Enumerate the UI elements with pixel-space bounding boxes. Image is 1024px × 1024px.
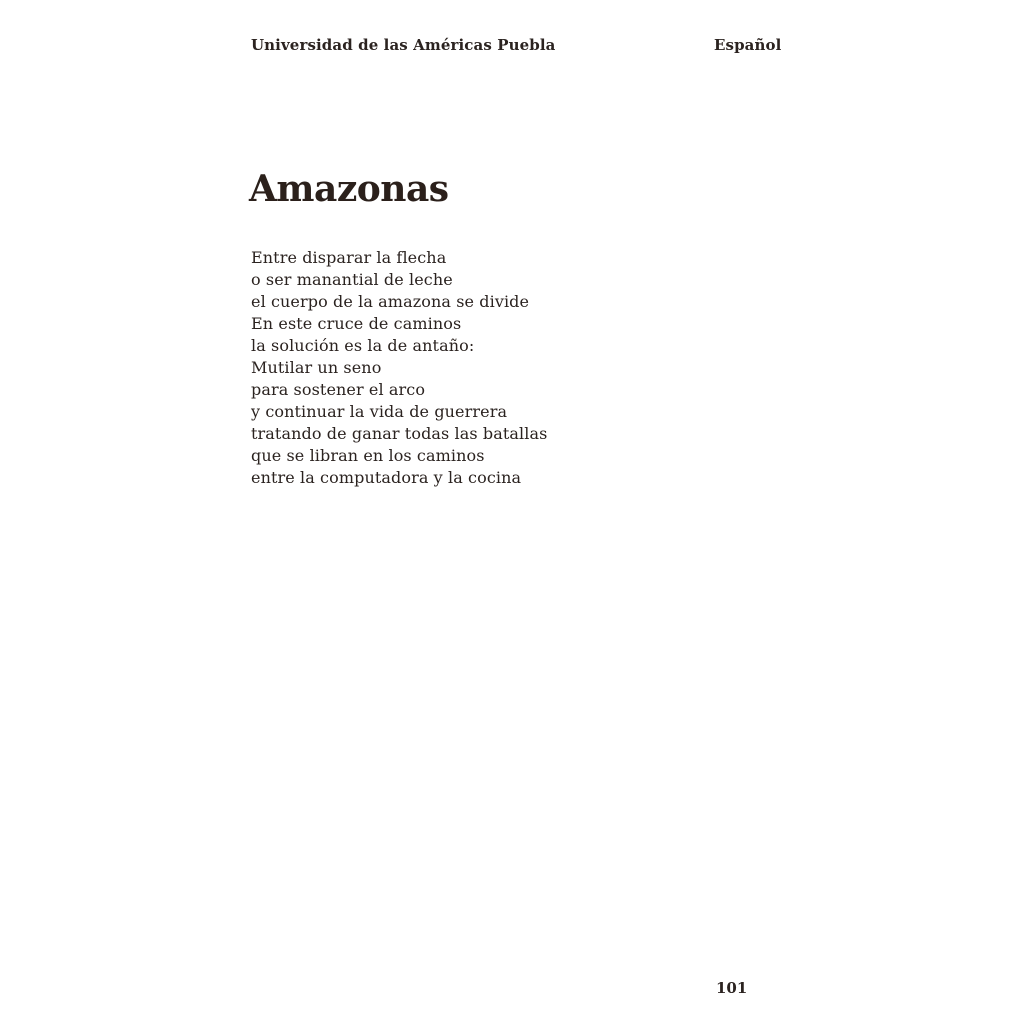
- poem-line: Entre disparar la flecha: [251, 248, 447, 267]
- poem-line: la solución es la de antaño:: [251, 336, 475, 355]
- poem: [251, 247, 547, 489]
- poem-line: para sostener el arco: [251, 380, 426, 399]
- poem-line: que se libran en los caminos: [251, 446, 485, 465]
- header-section-label: Español: [714, 36, 782, 54]
- poem-line: tratando de ganar todas las batallas: [251, 424, 548, 443]
- poem-line: entre la computadora y la cocina: [251, 468, 522, 487]
- poem-line: En este cruce de caminos: [251, 314, 462, 333]
- page-number: 101: [716, 979, 748, 997]
- header-institution: Universidad de las Américas Puebla: [251, 36, 556, 54]
- poem-line: o ser manantial de leche: [251, 270, 453, 289]
- poem-line: Mutilar un seno: [251, 358, 382, 377]
- poem-line: y continuar la vida de guerrera: [251, 402, 508, 421]
- page-title: Amazonas: [249, 168, 449, 211]
- poem-line: el cuerpo de la amazona se divide: [251, 292, 530, 311]
